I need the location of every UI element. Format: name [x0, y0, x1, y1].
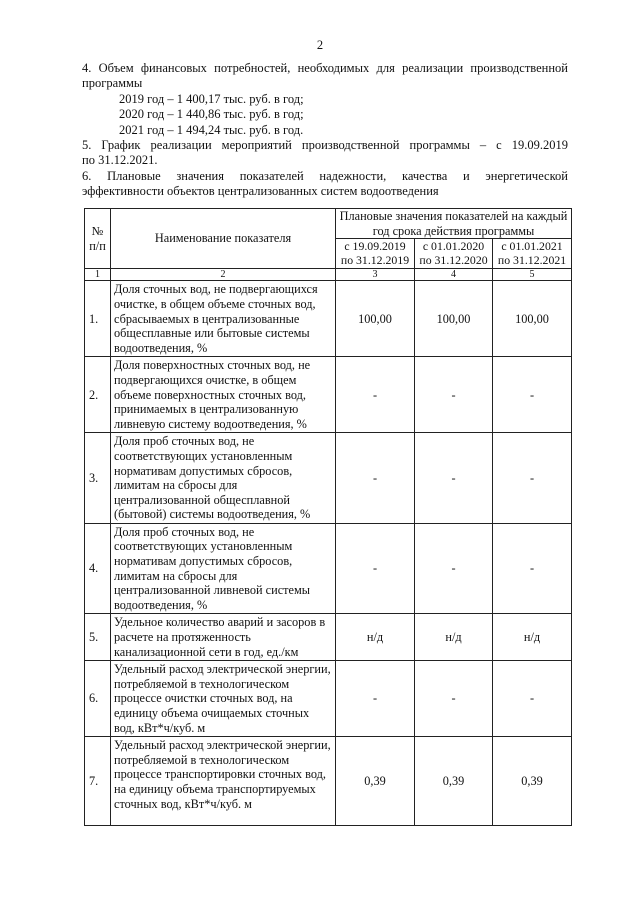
value-2019: - — [336, 433, 415, 524]
section4-year-2019: 2019 год – 1 400,17 тыс. руб. в год; — [119, 91, 304, 106]
value-2021: - — [493, 523, 572, 614]
row-number: 7. — [85, 737, 111, 826]
value-2021: н/д — [493, 614, 572, 661]
indicator-name: Доля проб сточных вод, не соответствующих установленным нормативам допустимых сбросов, лимитам на сбросы для централизованной общесплавной (бытовой) системы водоотведения, % — [111, 433, 336, 524]
section4-line2: программы — [82, 76, 143, 91]
value-2019: - — [336, 357, 415, 433]
column-number: 2 — [111, 269, 336, 281]
value-2020: 0,39 — [415, 737, 493, 826]
table-row — [85, 357, 572, 433]
column-number: 1 — [85, 269, 111, 281]
table-row — [85, 737, 572, 826]
row-number: 6. — [85, 661, 111, 737]
row-number: 1. — [85, 281, 111, 357]
row-number: 4. — [85, 523, 111, 614]
value-2019: 0,39 — [336, 737, 415, 826]
table-row — [85, 614, 572, 661]
value-2021: 0,39 — [493, 737, 572, 826]
table-row — [85, 661, 572, 737]
indicator-name: Удельное количество аварий и засоров в расчете на протяженность канализационной сети в год, ед./км — [111, 614, 336, 661]
value-2021: - — [493, 357, 572, 433]
value-2019: - — [336, 523, 415, 614]
value-2021: - — [493, 661, 572, 737]
section5-line2: по 31.12.2021. — [82, 153, 158, 168]
value-2019: 100,00 — [336, 281, 415, 357]
header-name: Наименование показателя — [111, 209, 336, 269]
value-2019: н/д — [336, 614, 415, 661]
column-number: 3 — [336, 269, 415, 281]
row-number: 3. — [85, 433, 111, 524]
value-2019: - — [336, 661, 415, 737]
indicator-name: Доля проб сточных вод, не соответствующих установленным нормативам допустимых сбросов, лимитам на сбросы для централизованной ливневой системы водоотведения, % — [111, 523, 336, 614]
value-2020: - — [415, 357, 493, 433]
section6-line2: эффективности объектов централизованных систем водоотведения — [82, 184, 439, 199]
indicator-name: Доля поверхностных сточных вод, не подвергающихся очистке, в общем объеме поверхностных сточных вод, принимаемых в централизованную ливневую систему водоотведения, % — [111, 357, 336, 433]
indicator-name: Удельный расход электрической энергии, потребляемой в технологическом процессе очистки сточных вод, на единицу объема очищаемых сточных вод, кВт*ч/куб. м — [111, 661, 336, 737]
header-period-2020: с 01.01.2020 по 31.12.2020 — [415, 239, 493, 269]
indicators-table — [84, 208, 572, 826]
section4-line1: 4. Объем финансовых потребностей, необходимых для реализации производственной — [82, 61, 568, 75]
column-number: 5 — [493, 269, 572, 281]
row-number: 2. — [85, 357, 111, 433]
header-planned: Плановые значения показателей на каждый год срока действия программы — [336, 209, 572, 239]
header-period-2021: с 01.01.2021 по 31.12.2021 — [493, 239, 572, 269]
value-2020: - — [415, 661, 493, 737]
section4-year-2020: 2020 год – 1 440,86 тыс. руб. в год; — [119, 107, 304, 122]
value-2020: - — [415, 433, 493, 524]
table-row — [85, 433, 572, 524]
value-2020: н/д — [415, 614, 493, 661]
value-2021: - — [493, 433, 572, 524]
intro-text — [82, 61, 568, 200]
indicator-name: Доля сточных вод, не подвергающихся очистке, в общем объеме сточных вод, сбрасываемых в централизованные общесплавные или бытовые системы водоотведения, % — [111, 281, 336, 357]
column-number: 4 — [415, 269, 493, 281]
section4-year-2021: 2021 год – 1 494,24 тыс. руб. в год. — [119, 122, 304, 137]
table-row — [85, 281, 572, 357]
header-num: № п/п — [85, 209, 111, 269]
page-number: 2 — [316, 38, 324, 52]
section6-line1: 6. Плановые значения показателей надежности, качества и энергетической — [82, 168, 568, 183]
value-2020: 100,00 — [415, 281, 493, 357]
table-row — [85, 523, 572, 614]
value-2021: 100,00 — [493, 281, 572, 357]
header-period-2019: с 19.09.2019 по 31.12.2019 — [336, 239, 415, 269]
indicator-name: Удельный расход электрической энергии, потребляемой в технологическом процессе транспортировки сточных вод, на единицу объема транспортируемых сточных вод, кВт*ч/куб. м — [111, 737, 336, 826]
row-number: 5. — [85, 614, 111, 661]
value-2020: - — [415, 523, 493, 614]
section5-line1: 5. График реализации мероприятий производственной программы – с 19.09.2019 — [82, 138, 568, 153]
